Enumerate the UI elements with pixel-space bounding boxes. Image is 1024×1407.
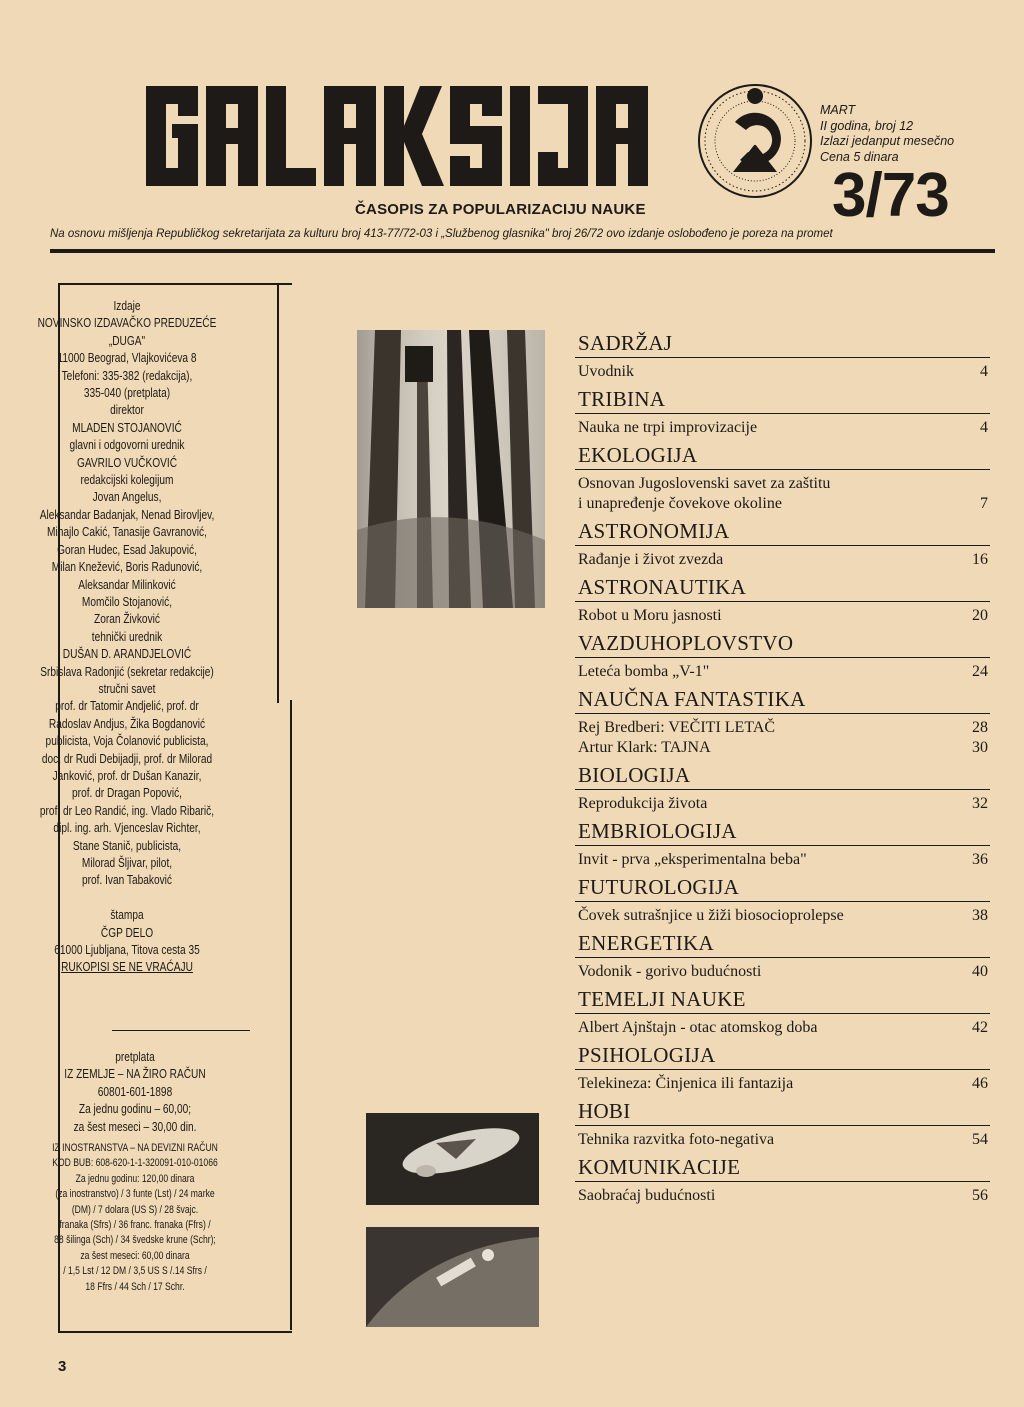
toc-entry-title: Reprodukcija života xyxy=(578,795,708,812)
toc-section xyxy=(575,518,990,570)
toc-entry-title: Robot u Moru jasnosti xyxy=(578,607,722,624)
toc-entry-title: Invit - prva „eksperimentalna beba" xyxy=(578,851,807,868)
credit-line: prof. Ivan Tabaković xyxy=(81,872,172,888)
galaxy-emblem-icon xyxy=(695,82,815,200)
credit-line: doc. dr Rudi Debijadji, prof. dr Milorad xyxy=(41,750,213,766)
toc-entry-page: 42 xyxy=(972,1019,988,1036)
toc-section-heading: ASTRONAUTIKA xyxy=(578,575,747,599)
toc-section-heading: ASTRONOMIJA xyxy=(578,519,730,543)
toc-section-heading: EMBRIOLOGIJA xyxy=(578,819,737,843)
foreign-subscription-line: KOD BUB: 608-620-1-1-320091-010-01066 xyxy=(52,1157,218,1170)
credit-line: Telefoni: 335-382 (redakcija), xyxy=(61,367,193,383)
toc-entry-title: i unapređenje čovekove okoline xyxy=(578,495,782,512)
toc-entry[interactable] xyxy=(575,606,990,626)
credit-line: ČGP DELO xyxy=(100,924,154,940)
tax-exemption-note: Na osnovu mišljenja Republičkog sekretarijata za kulturu broj 413-77/72-03 i „Službenog glasnika" broj 26/72 ovo izdanje oslobođeno je poreza na promet xyxy=(50,228,833,240)
toc-entry-page: 40 xyxy=(972,963,988,980)
toc-entry-title: Osnovan Jugoslovenski savet za zaštitu xyxy=(578,475,831,492)
toc-section xyxy=(575,986,990,1038)
toc-entry-page: 32 xyxy=(972,795,988,812)
toc-entry[interactable] xyxy=(575,362,990,382)
toc-title: SADRŽAJ xyxy=(578,331,673,355)
toc-rule xyxy=(575,469,990,470)
toc-entry-title: Telekineza: Činjenica ili fantazija xyxy=(578,1075,794,1092)
credit-line: dipl. ing. arh. Vjenceslav Richter, xyxy=(53,820,201,836)
credit-line: Aleksandar Milinković xyxy=(78,576,176,592)
toc-entry[interactable] xyxy=(575,550,990,570)
subscription-line: IZ ZEMLJE – NA ŽIRO RAČUN xyxy=(64,1066,206,1082)
credit-line: 11000 Beograd, Vlajkovićeva 8 xyxy=(57,350,197,366)
toc-entry-page: 30 xyxy=(972,739,988,756)
toc-rule xyxy=(575,957,990,958)
issue-year-number: II godina, broj 12 xyxy=(820,118,914,133)
credit-line: Stane Stanič, publicista, xyxy=(72,837,182,853)
toc-section-heading: KOMUNIKACIJE xyxy=(578,1155,741,1179)
toc-entry[interactable] xyxy=(575,1186,990,1206)
toc-entry-page: 38 xyxy=(972,907,988,924)
credit-line: Aleksandar Badanjak, Nenad Birovljev, xyxy=(39,506,215,522)
credit-line: prof. dr Tatomir Andjelić, prof. dr xyxy=(55,698,199,714)
toc-entry-page: 20 xyxy=(972,607,988,624)
toc-section xyxy=(575,686,990,758)
credit-line: direktor xyxy=(110,402,144,418)
toc-entry[interactable] xyxy=(575,1018,990,1038)
v1-missile-photo xyxy=(366,1113,539,1205)
toc-entry-page: 7 xyxy=(980,495,988,512)
masthead-divider xyxy=(50,249,995,253)
toc-rule xyxy=(575,789,990,790)
foreign-subscription-line: 88 šilinga (Sch) / 34 švedske krune (Schr); xyxy=(54,1234,216,1247)
subscription-line: za šest meseci – 30,00 din. xyxy=(73,1118,197,1134)
toc-section-heading: VAZDUHOPLOVSTVO xyxy=(578,631,794,655)
toc-entry[interactable] xyxy=(575,418,990,438)
magazine-subtitle: ČASOPIS ZA POPULARIZACIJU NAUKE xyxy=(355,201,646,218)
page-number: 3 xyxy=(58,1358,67,1375)
toc-section xyxy=(575,442,990,514)
toc-entry[interactable] xyxy=(575,794,990,814)
subscription-line: 60801-601-1898 xyxy=(97,1083,173,1099)
foreign-subscription-line: franaka (Sfrs) / 36 franc. franaka (Ffrs) / xyxy=(59,1219,211,1232)
credit-line: RUKOPISI SE NE VRAĆAJU xyxy=(61,959,193,975)
toc-section xyxy=(575,762,990,814)
credit-line: 335-040 (pretplata) xyxy=(83,385,171,401)
table-of-contents xyxy=(575,330,990,1210)
credit-line xyxy=(6,889,248,906)
subscription-line: Za jednu godinu – 60,00; xyxy=(78,1101,192,1117)
toc-rule xyxy=(575,357,990,358)
toc-rule xyxy=(575,1125,990,1126)
toc-rule xyxy=(575,413,990,414)
toc-entry-title: Tehnika razvitka foto-negativa xyxy=(578,1131,775,1148)
toc-entry[interactable] xyxy=(575,738,990,758)
toc-entry[interactable] xyxy=(575,1074,990,1094)
credit-line: štampa xyxy=(110,907,144,923)
subscription-line: pretplata xyxy=(115,1049,155,1064)
toc-entry-page: 16 xyxy=(972,551,988,568)
toc-entry[interactable] xyxy=(575,1130,990,1150)
toc-rule xyxy=(575,845,990,846)
credit-line: Izdaje xyxy=(113,298,141,313)
toc-section xyxy=(575,818,990,870)
credit-line: stručni savet xyxy=(98,680,156,696)
space-station-photo xyxy=(366,1227,539,1327)
toc-rule xyxy=(575,901,990,902)
credit-line: Srbislava Radonjić (sekretar redakcije) xyxy=(40,663,214,679)
credit-line: Janković, prof. dr Dušan Kanazir, xyxy=(52,767,202,783)
toc-entry-title: Albert Ajnštajn - otac atomskog doba xyxy=(578,1019,818,1036)
toc-section-heading: FUTUROLOGIJA xyxy=(578,875,740,899)
toc-section xyxy=(575,386,990,438)
toc-sections xyxy=(575,362,990,1206)
credit-line: Milan Knežević, Boris Radunović, xyxy=(51,559,203,575)
credit-line: Radoslav Andjus, Žika Bogdanović xyxy=(48,715,206,731)
credit-line: Zoran Živković xyxy=(94,611,160,627)
toc-entry[interactable] xyxy=(575,494,990,514)
toc-entry[interactable] xyxy=(575,850,990,870)
toc-entry-page: 24 xyxy=(972,663,988,680)
credit-line: DUŠAN D. ARANDJELOVIĆ xyxy=(62,646,192,662)
credit-line: prof. dr Dragan Popović, xyxy=(72,785,182,801)
credits-divider xyxy=(112,1030,250,1031)
toc-entry-page: 56 xyxy=(972,1187,988,1204)
toc-section xyxy=(575,1042,990,1094)
publisher-credits xyxy=(6,297,248,976)
foreign-subscription-line: Za jednu godinu: 120,00 dinara xyxy=(75,1172,195,1185)
toc-section-heading: HOBI xyxy=(578,1099,631,1123)
credit-line: Milorad Šljivar, pilot, xyxy=(81,855,173,870)
toc-rule xyxy=(575,1069,990,1070)
toc-rule xyxy=(575,713,990,714)
credits-box-border xyxy=(277,283,279,703)
toc-entry-page: 36 xyxy=(972,851,988,868)
toc-entry-title: Vodonik - gorivo budućnosti xyxy=(578,963,762,980)
credit-line: redakcijski kolegijum xyxy=(80,472,174,488)
toc-entry-title: Nauka ne trpi improvizacije xyxy=(578,419,758,436)
toc-entry[interactable] xyxy=(575,906,990,926)
credit-line: publicista, Voja Čolanović publicista, xyxy=(45,733,209,749)
toc-section xyxy=(575,874,990,926)
toc-section-heading: ENERGETIKA xyxy=(578,931,714,955)
toc-section xyxy=(575,1154,990,1206)
toc-section xyxy=(575,930,990,982)
credit-line: GAVRILO VUČKOVIĆ xyxy=(76,454,178,470)
foreign-subscription xyxy=(14,1141,256,1295)
credit-line: Mihajlo Cakić, Tanasije Gavranović, xyxy=(47,524,207,540)
toc-section-heading: TRIBINA xyxy=(578,387,666,411)
credit-line: MLADEN STOJANOVIĆ xyxy=(72,419,182,435)
toc-entry-page: 46 xyxy=(972,1075,988,1092)
toc-section-heading: EKOLOGIJA xyxy=(578,443,698,467)
toc-entry[interactable] xyxy=(575,474,990,494)
credit-line: prof. dr Leo Randić, ing. Vlado Ribarič, xyxy=(39,802,215,818)
toc-entry-title: Čovek sutrašnjice u žiži biosocioprolepse xyxy=(578,907,844,924)
credit-line: „DUGA" xyxy=(108,332,146,348)
credit-line: glavni i odgovorni urednik xyxy=(69,437,185,453)
toc-entry-title: Saobraćaj budućnosti xyxy=(578,1187,716,1204)
issue-number: 3/73 xyxy=(832,161,949,230)
credit-line: Goran Hudec, Esad Jakupović, xyxy=(57,541,197,557)
toc-section xyxy=(575,362,990,382)
toc-section xyxy=(575,630,990,682)
foreign-subscription-line: (za inostranstvo) / 3 funte (Lst) / 24 marke xyxy=(55,1188,215,1201)
foreign-subscription-line: 18 Ffrs / 44 Sch / 17 Schr. xyxy=(85,1280,185,1293)
toc-rule xyxy=(575,601,990,602)
foreign-subscription-line: za šest meseci: 60,00 dinara xyxy=(80,1249,190,1262)
foreign-subscription-line: / 1,5 Lst / 12 DM / 3,5 US S /.14 Sfrs / xyxy=(63,1265,207,1278)
toc-entry-title: Rej Bredberi: VEČITI LETAČ xyxy=(578,719,776,736)
toc-entry[interactable] xyxy=(575,718,990,738)
toc-rule xyxy=(575,1181,990,1182)
credit-line: NOVINSKO IZDAVAČKO PREDUZEĆE xyxy=(37,315,217,331)
toc-rule xyxy=(575,657,990,658)
toc-entry-title: Uvodnik xyxy=(578,363,634,380)
toc-section-heading: BIOLOGIJA xyxy=(578,763,691,787)
credits-box-border xyxy=(290,700,292,1330)
toc-entry[interactable] xyxy=(575,962,990,982)
toc-section-heading: PSIHOLOGIJA xyxy=(578,1043,716,1067)
toc-entry-page: 4 xyxy=(980,419,988,436)
credit-line: Jovan Angelus, xyxy=(92,489,162,505)
toc-entry-page: 54 xyxy=(972,1131,988,1148)
toc-entry-title: Artur Klark: TAJNA xyxy=(578,739,711,756)
toc-rule xyxy=(575,1013,990,1014)
toc-rule xyxy=(575,545,990,546)
toc-entry[interactable] xyxy=(575,662,990,682)
credit-line: tehnički urednik xyxy=(91,628,163,644)
subscription-info xyxy=(14,1048,256,1295)
galaksija-logo xyxy=(140,76,680,196)
issue-info xyxy=(820,103,954,165)
foreign-subscription-line: IZ INOSTRANSTVA – NA DEVIZNI RAČUN xyxy=(52,1142,218,1155)
toc-section xyxy=(575,1098,990,1150)
issue-frequency: Izlazi jedanput mesečno xyxy=(820,134,955,148)
toc-section xyxy=(575,574,990,626)
toc-section-heading: TEMELJI NAUKE xyxy=(578,987,746,1011)
issue-price: Cena 5 dinara xyxy=(820,149,899,164)
forest-photo xyxy=(357,330,545,608)
toc-section-heading: NAUČNA FANTASTIKA xyxy=(578,687,806,711)
toc-entry-page: 28 xyxy=(972,719,988,736)
issue-month: MART xyxy=(820,103,856,117)
toc-entry-title: Rađanje i život zvezda xyxy=(578,551,724,568)
credit-line: 61000 Ljubljana, Titova cesta 35 xyxy=(54,942,200,958)
domestic-subscription xyxy=(14,1048,256,1135)
toc-entry-page: 4 xyxy=(980,363,988,380)
foreign-subscription-line: (DM) / 7 dolara (US S) / 28 švajc. xyxy=(71,1203,199,1216)
credit-line: Momčilo Stojanović, xyxy=(81,593,173,609)
toc-entry-title: Leteća bomba „V-1" xyxy=(578,663,710,680)
